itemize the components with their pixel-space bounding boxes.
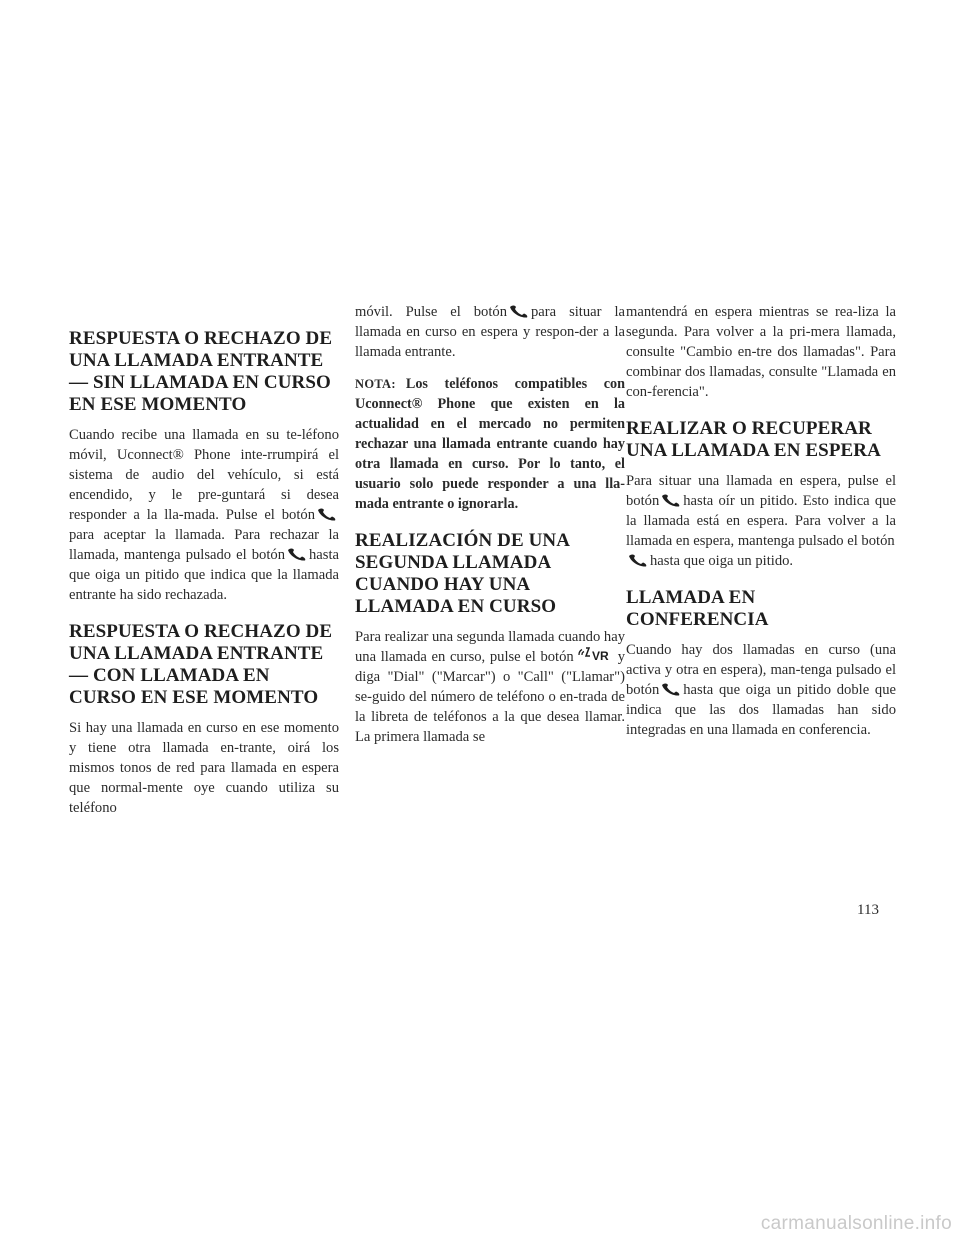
text-segment: hasta que oiga un pitido.	[650, 553, 794, 569]
paragraph-second-call	[355, 627, 625, 747]
watermark: carmanualsonline.info	[760, 1213, 952, 1234]
phone-icon	[509, 305, 529, 318]
phone-icon	[317, 508, 337, 521]
text-segment: hasta que oiga un pitido que indica que la llamada entrante ha sido rechazada.	[69, 547, 339, 603]
note	[355, 374, 625, 514]
column-3	[626, 302, 896, 752]
paragraph-conference-call	[626, 640, 896, 740]
paragraph-answer-with-call: Si hay una llamada en curso en ese momento y tiene otra llamada en-trante, oirá los mismos tonos de red para llamada en espera que normal-mente oye cuando utiliza su teléfono	[69, 720, 339, 816]
note-text: Los teléfonos compatibles con Uconnect® Phone que existen en la actualidad en el mercado no permiten rechazar una llamada entrante cuando hay otra llamada en curso. Por lo tanto, el usuario solo puede responder a una lla-mada entrante o ignorarla.	[355, 376, 625, 512]
paragraph-second-call-cont: mantendrá en espera mientras se rea-liza la segunda. Para volver a la pri-mera llamada, consulte "Cambio en-tre dos llamadas". Para combinar dos llamadas, consulte "Llamada en con-ferencia".	[626, 304, 896, 400]
heading-answer-with-call: RESPUESTA O RECHAZO DE UNA LLAMADA ENTRANTE — CON LLAMADA EN CURSO EN ESE MOMENTO	[69, 621, 333, 708]
heading-second-call: REALIZACIÓN DE UNA SEGUNDA LLAMADA CUANDO HAY UNA LLAMADA EN CURSO	[355, 530, 570, 617]
phone-icon	[628, 554, 648, 567]
text-segment: Cuando hay dos llamadas en curso (una activa y otra en espera), man-tenga pulsado el botón	[626, 642, 896, 698]
heading-answer-no-call: RESPUESTA O RECHAZO DE UNA LLAMADA ENTRANTE — SIN LLAMADA EN CURSO EN ESE MOMENTO	[69, 328, 333, 415]
heading-conference-call: LLAMADA EN CONFERENCIA	[626, 587, 769, 630]
text-segment: para situar la llamada en curso en espera y respon-der a la llamada entrante.	[355, 304, 625, 360]
paragraph-answer-no-call	[69, 425, 339, 605]
text-segment: Cuando recibe una llamada en su te-léfono móvil, Uconnect® Phone inte-rrumpirá el sistema de audio del vehículo, si está encendido, y le pre-guntará si desea responder a la lla-mada. Pulse el botón	[69, 427, 339, 523]
svg-text:VR: VR	[591, 649, 609, 663]
voice-command-icon	[576, 647, 616, 663]
column-2	[355, 302, 625, 759]
heading-hold-call: REALIZAR O RECUPERAR UNA LLAMADA EN ESPERA	[626, 418, 881, 461]
phone-icon	[661, 494, 681, 507]
text-segment: y diga "Dial" ("Marcar") o "Call" ("Llamar") se-guido del número de teléfono o en-trada de la libreta de teléfonos a la que desea llamar. La primera llamada se	[355, 649, 625, 745]
phone-icon	[287, 548, 307, 561]
column-1	[69, 328, 339, 830]
text-segment: Para situar una llamada en espera, pulse el botón	[626, 473, 896, 509]
note-label: NOTA:	[355, 377, 396, 391]
page-number: 113	[857, 902, 879, 918]
text-segment: hasta oír un pitido. Esto indica que la llamada está en espera. Para volver a la llamada en espera, mantenga pulsado el botón	[626, 493, 896, 549]
phone-icon	[661, 683, 681, 696]
text-segment: para aceptar la llamada. Para rechazar la llamada, mantenga pulsado el botón	[69, 527, 339, 563]
paragraph-answer-with-call-cont	[355, 302, 625, 362]
text-segment: Para realizar una segunda llamada cuando hay una llamada en curso, pulse el botón	[355, 629, 625, 665]
paragraph-hold-call	[626, 471, 896, 571]
text-segment: móvil. Pulse el botón	[355, 304, 507, 320]
text-segment: hasta que oiga un pitido doble que indica que las dos llamadas han sido integradas en una llamada en conferencia.	[626, 682, 896, 738]
